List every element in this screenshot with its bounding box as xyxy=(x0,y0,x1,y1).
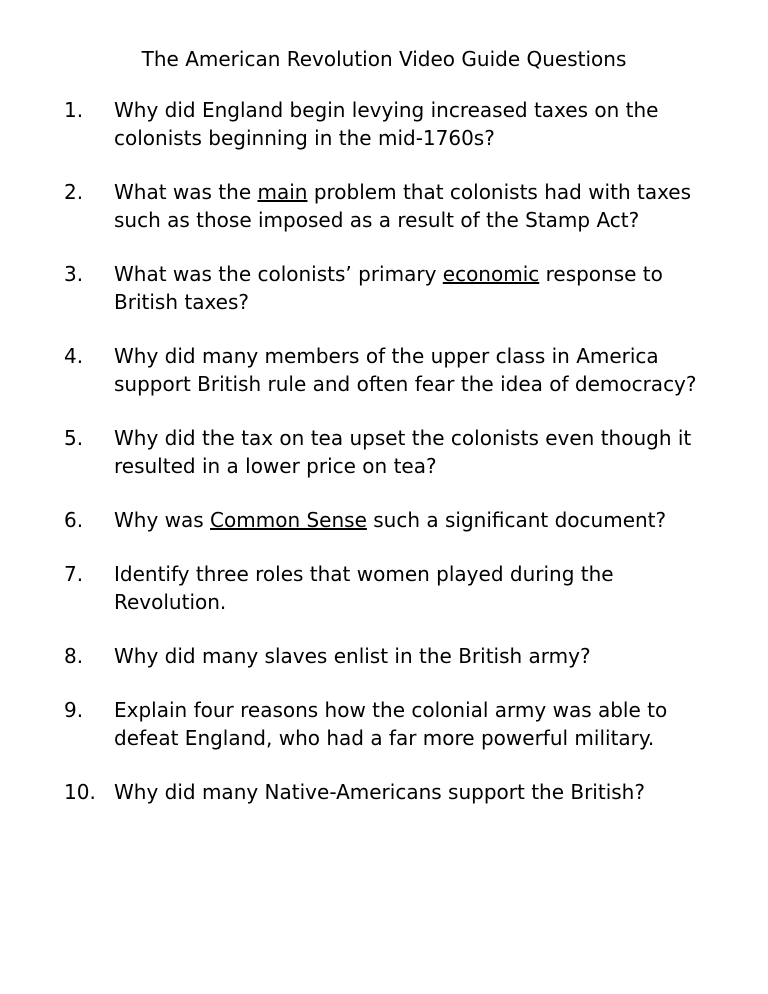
question-item-9 xyxy=(64,696,724,752)
question-text: Why did England begin levying increased taxes on the colonists beginning in the mid-1760s? xyxy=(114,98,659,150)
question-text: Why did many members of the upper class in America support British rule and often fear the idea of democracy? xyxy=(114,344,697,396)
question-number: 3. xyxy=(64,262,84,286)
question-number: 2. xyxy=(64,180,84,204)
underlined-title: Common Sense xyxy=(210,508,367,532)
question-number: 4. xyxy=(64,344,84,368)
question-item-6 xyxy=(64,506,724,534)
question-number: 8. xyxy=(64,644,84,668)
question-text: Why did many slaves enlist in the British army? xyxy=(114,644,591,668)
question-text: Explain four reasons how the colonial army was able to defeat England, who had a far more powerful military. xyxy=(114,698,668,750)
question-item-7 xyxy=(64,560,724,616)
question-number: 1. xyxy=(64,98,84,122)
question-text: What was the main problem that colonists had with taxes such as those imposed as a result of the Stamp Act? xyxy=(114,180,692,232)
page-title: The American Revolution Video Guide Questions xyxy=(141,47,627,71)
question-item-2 xyxy=(64,178,724,234)
question-number: 9. xyxy=(64,698,84,722)
underlined-emphasis: economic xyxy=(442,262,540,286)
question-text: Why was Common Sense such a significant document? xyxy=(114,508,667,532)
question-text: What was the colonists’ primary economic response to British taxes? xyxy=(114,262,663,314)
question-text: Identify three roles that women played during the Revolution. xyxy=(114,562,614,614)
question-item-4 xyxy=(64,342,724,398)
question-item-1 xyxy=(64,96,724,152)
question-number: 5. xyxy=(64,426,84,450)
question-text: Why did the tax on tea upset the colonists even though it resulted in a lower price on tea? xyxy=(114,426,692,478)
question-number: 6. xyxy=(64,508,84,532)
underlined-emphasis: main xyxy=(257,180,308,204)
question-text: Why did many Native-Americans support the British? xyxy=(114,780,645,804)
question-item-8 xyxy=(64,642,724,670)
question-item-3 xyxy=(64,260,724,316)
question-list xyxy=(64,96,724,832)
question-item-10 xyxy=(64,778,724,806)
question-number: 10. xyxy=(64,780,96,804)
question-number: 7. xyxy=(64,562,84,586)
question-item-5 xyxy=(64,424,724,480)
